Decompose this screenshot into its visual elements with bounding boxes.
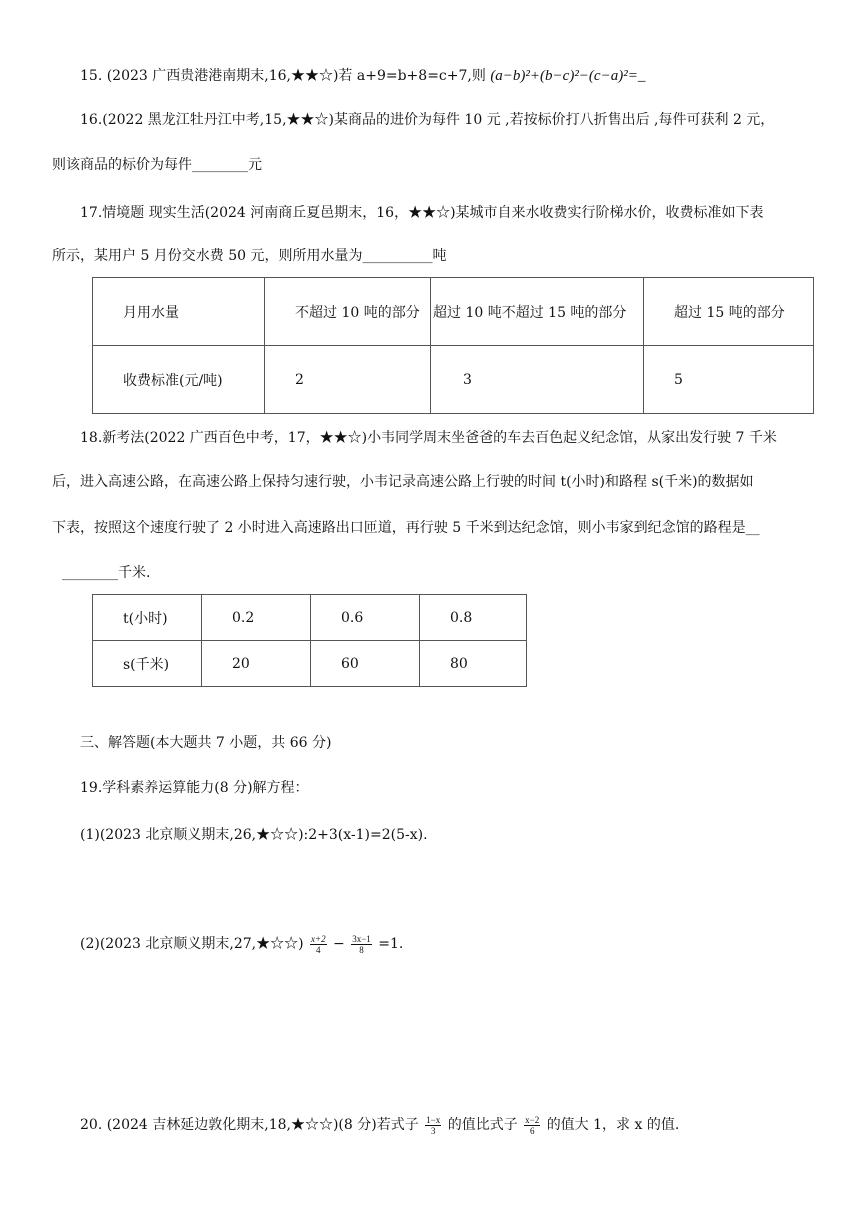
table-cell: 超过 10 吨不超过 15 吨的部分 <box>431 278 644 346</box>
fraction-numerator: 1−x <box>426 1114 441 1125</box>
table-cell: 0.2 <box>202 595 311 641</box>
question-18-line-3: 下表，按照这个速度行驶了 2 小时进入高速路出口匝道，再行驶 5 千米到达纪念馆，则小韦家到纪念馆的路程是__ <box>52 520 760 536</box>
question-19-part-2 <box>80 932 403 956</box>
table-cell: 0.6 <box>311 595 420 641</box>
question-20-suffix: 的值大 1，求 x 的值. <box>546 1117 680 1133</box>
question-20 <box>80 1112 679 1138</box>
question-16-line-1: 16.(2022 黑龙江牡丹江中考,15,★★☆)某商品的进价为每件 10 元 ,若按标价打八折售出后 ,每件可获利 2 元， <box>80 112 775 128</box>
table-cell: 月用水量 <box>93 278 265 346</box>
question-20-prefix: 20. (2024 吉林延边敦化期末,18,★☆☆)(8 分)若式子 <box>80 1117 419 1133</box>
question-20-middle: 的值比式子 <box>447 1117 518 1133</box>
question-15 <box>80 66 645 86</box>
fraction-denominator: 3 <box>430 1125 436 1136</box>
water-price-table <box>92 277 814 414</box>
table-cell: 不超过 10 吨的部分 <box>265 278 431 346</box>
table-cell: 80 <box>420 641 527 687</box>
question-18-line-1: 18.新考法(2022 广西百色中考，17，★★☆)小韦同学周末坐爸爸的车去百色起义纪念馆，从家出发行驶 7 千米 <box>80 430 777 446</box>
section-title: 三、解答题(本大题共 7 小题，共 66 分) <box>80 735 332 751</box>
fraction-numerator: x−2 <box>525 1114 540 1125</box>
table-cell: 0.8 <box>420 595 527 641</box>
question-15-expression: (a−b)²+(b−c)²−(c−a)²=_ <box>490 68 646 84</box>
table-row <box>93 641 527 687</box>
fraction <box>425 1115 441 1136</box>
fraction <box>351 934 372 955</box>
fraction-numerator: 3x−1 <box>352 933 371 944</box>
table-cell: s(千米) <box>93 641 202 687</box>
question-17-line-1: 17.情境题 现实生活(2024 河南商丘夏邑期末，16，★★☆)某城市自来水收费实行阶梯水价，收费标准如下表 <box>80 205 764 221</box>
fraction <box>524 1115 540 1136</box>
question-19-part-1: (1)(2023 北京顺义期末,26,★☆☆):2+3(x-1)=2(5-x). <box>80 827 428 843</box>
table-row <box>93 595 527 641</box>
question-18-line-2: 后，进入高速公路，在高速公路上保持匀速行驶，小韦记录高速公路上行驶的时间 t(小时)和路程 s(千米)的数据如 <box>52 474 754 490</box>
table-cell: 超过 15 吨的部分 <box>644 278 814 346</box>
table-cell: 收费标准(元/吨) <box>93 346 265 414</box>
question-19-part-2-prefix: (2)(2023 北京顺义期末,27,★☆☆) <box>80 936 304 952</box>
table-cell: t(小时) <box>93 595 202 641</box>
question-18-line-4: ________千米. <box>62 565 151 581</box>
table-row <box>93 278 814 346</box>
question-17-line-2: 所示，某用户 5 月份交水费 50 元，则所用水量为__________吨 <box>52 248 447 264</box>
fraction-denominator: 8 <box>359 944 364 955</box>
fraction-denominator: 6 <box>529 1125 535 1136</box>
minus-sign: − <box>333 936 345 952</box>
speed-data-table <box>92 594 527 687</box>
question-19-part-2-suffix: =1. <box>378 936 404 952</box>
question-15-text: 15. (2023 广西贵港港南期末,16,★★☆)若 a+9=b+8=c+7,则 <box>80 68 486 84</box>
table-cell: 20 <box>202 641 311 687</box>
table-cell: 2 <box>265 346 431 414</box>
fraction <box>310 934 327 955</box>
table-row <box>93 346 814 414</box>
question-19-title: 19.学科素养运算能力(8 分)解方程： <box>80 780 309 796</box>
fraction-numerator: x+2 <box>311 933 326 944</box>
table-cell: 5 <box>644 346 814 414</box>
question-16-line-2: 则该商品的标价为每件________元 <box>52 157 262 173</box>
table-cell: 60 <box>311 641 420 687</box>
fraction-denominator: 4 <box>316 944 321 955</box>
table-cell: 3 <box>431 346 644 414</box>
